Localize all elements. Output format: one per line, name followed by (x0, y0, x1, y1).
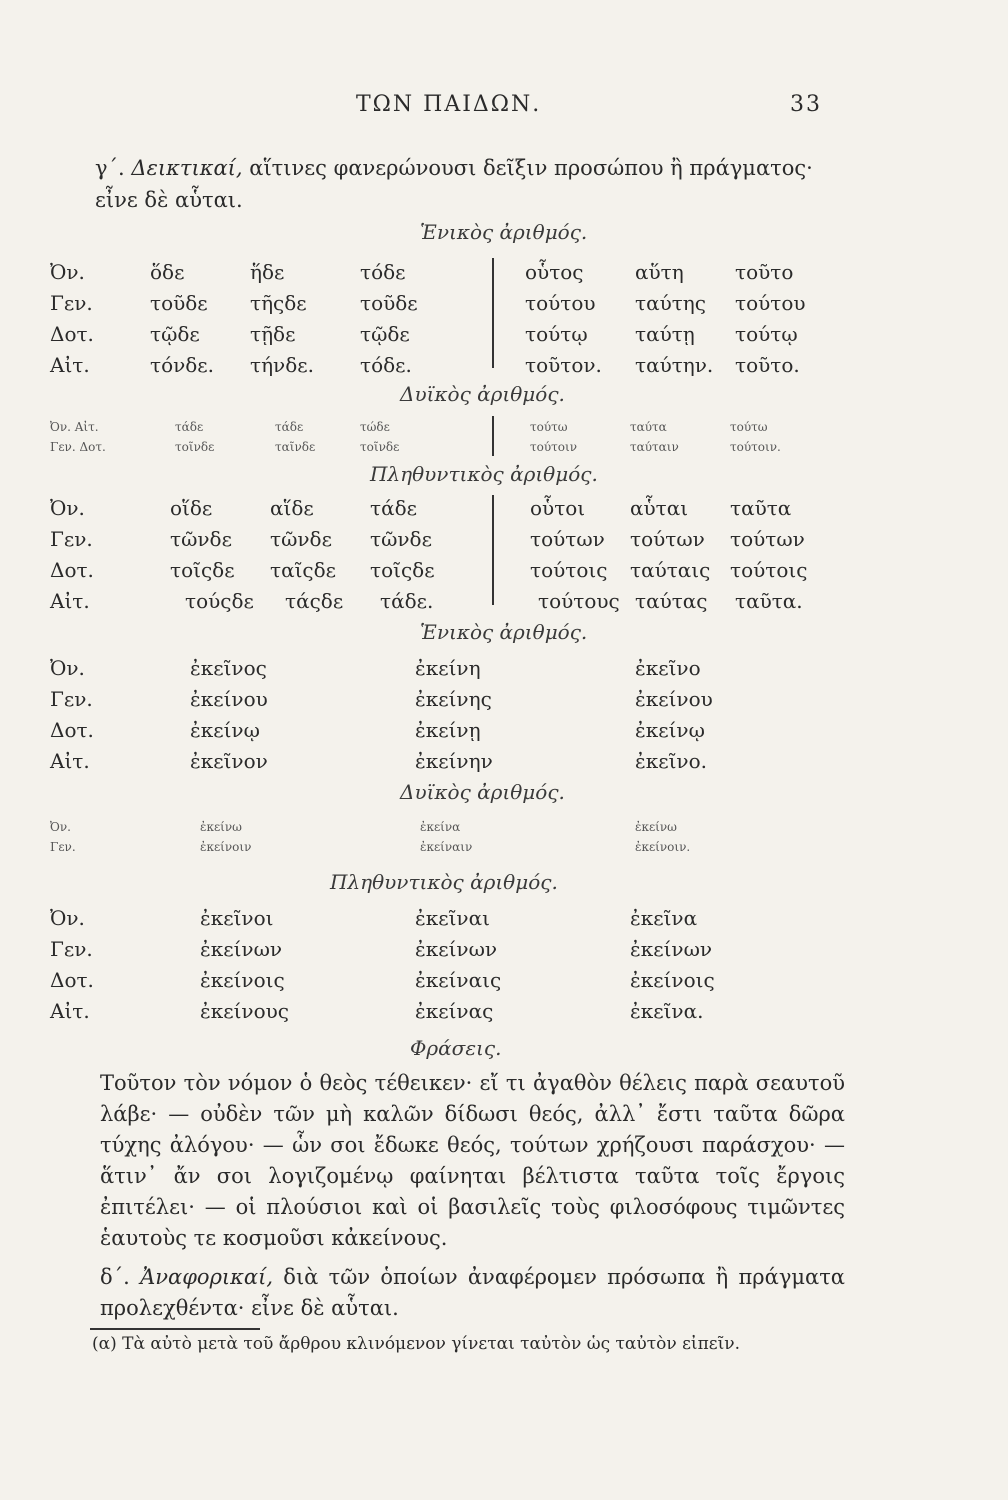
table-cell: ἐκείνοις (200, 968, 285, 992)
table-cell: ταύτῃ (635, 322, 695, 346)
table-cell: ἐκείνω (635, 820, 677, 834)
table-cell: ἐκείναιν (420, 840, 473, 854)
table-cell: τοῦτο. (735, 353, 800, 377)
table-cell: τόδε (360, 260, 406, 284)
table-cell: τώδε (360, 420, 390, 434)
table-cell: τούτω (730, 420, 768, 434)
table-cell: τούτων (730, 527, 805, 551)
delta-text: διὰ τῶν ὁποίων ἀναφέρομεν πρόσωπα ἢ πράγματα προλεχθέντα· εἶνε δὲ αὗται. (100, 1265, 845, 1320)
table-cell: Δοτ. (50, 718, 94, 742)
table-cell: οὗτοι (530, 496, 586, 520)
table-cell: Αἰτ. (50, 589, 90, 613)
table-cell: Γεν. (50, 527, 93, 551)
table-cell: ταύτας (635, 589, 708, 613)
table-cell: τῶνδε (270, 527, 332, 551)
table-cell: Ὀν. (50, 820, 71, 834)
table-cell: τοῦδε (150, 291, 208, 315)
table-cell: ἐκείνων (630, 937, 713, 961)
table-cell: ἐκείνης (415, 687, 492, 711)
table-cell: ἥδε (250, 260, 285, 284)
table-cell: τάδε (175, 420, 204, 434)
table-cell: ἐκείνῃ (415, 718, 481, 742)
table-cell: ἐκείνῳ (190, 718, 260, 742)
table-cell: ὅδε (150, 260, 185, 284)
phrases-paragraph: Τοῦτον τὸν νόμον ὁ θεὸς τέθεικεν· εἴ τι ἀγαθὸν θέλεις παρὰ σεαυτοῦ λάβε· — οὐδὲν τῶν μὴ καλῶν δίδωσι θεός, ἀλλ᾽ ἔστι ταῦτα δῶρα τύχης ἀλόγου· — ὧν σοι ἔδωκε θεός, τούτων χρήζουσι παράσχου· — ἅτιν᾽ ἄν σοι λογιζομένῳ φαίνηται βέλτιστα ταῦτα τοῖς ἔργοις ἐπιτέλει· — οἱ πλούσιοι καὶ οἱ βασιλεῖς τοὺς φιλοσόφους τιμῶντες ἑαυτοὺς τε κοσμοῦσι κἀκείνους. (100, 1071, 845, 1250)
section-heading: Πληθυντικὸς ἀριθμός. (330, 870, 558, 894)
table-cell: ἐκείνων (200, 937, 283, 961)
table-cell: ἐκείνοιν. (635, 840, 691, 854)
table-cell: τῷδε (360, 322, 410, 346)
table-cell: ταῦτα (730, 496, 792, 520)
table-cell: Γεν. (50, 687, 93, 711)
table-cell: ἐκεῖνο. (635, 749, 707, 773)
table-cell: Γεν. (50, 291, 93, 315)
table-cell: Δοτ. (50, 558, 94, 582)
table-cell: ἐκείνας (415, 999, 494, 1023)
table-cell: ταύτα (630, 420, 667, 434)
column-divider (492, 416, 494, 456)
table-cell: τόδε. (360, 353, 412, 377)
section-heading: Ἑνικὸς ἀριθμός. (420, 620, 588, 644)
table-cell: ἐκείνων (415, 937, 498, 961)
table-cell: τούτου (735, 291, 806, 315)
table-cell: τῆςδε (250, 291, 307, 315)
table-cell: τοῖνδε (360, 440, 400, 454)
footnote-rule (90, 1328, 260, 1330)
table-cell: Γεν. (50, 937, 93, 961)
table-cell: τούςδε (185, 589, 254, 613)
section-heading: Δυϊκὸς ἀριθμός. (400, 382, 565, 406)
table-cell: ἐκείνη (415, 656, 481, 680)
table-cell: ἐκείνοις (630, 968, 715, 992)
table-cell: ταῦτα. (735, 589, 803, 613)
table-cell: ἐκείνα (420, 820, 461, 834)
section-heading: Πληθυντικὸς ἀριθμός. (370, 462, 598, 486)
table-cell: τοῖςδε (170, 558, 235, 582)
table-cell: ταύταιν (630, 440, 679, 454)
delta-heading: Ἀναφορικαί, (140, 1265, 274, 1289)
table-cell: τούτους (538, 589, 620, 613)
table-cell: ἐκεῖνα (630, 906, 698, 930)
table-cell: αὕτη (635, 260, 684, 284)
table-cell: τοῖνδε (175, 440, 215, 454)
table-cell: ἐκεῖνοι (200, 906, 274, 930)
table-cell: ταύταις (630, 558, 711, 582)
table-cell: Αἰτ. (50, 353, 90, 377)
section-heading: Δυϊκὸς ἀριθμός. (400, 780, 565, 804)
table-cell: ἐκείνοιν (200, 840, 252, 854)
table-cell: ταῖςδε (270, 558, 337, 582)
table-cell: τούτοις (730, 558, 808, 582)
table-cell: ἐκείνου (635, 687, 713, 711)
table-cell: ἐκεῖνος (190, 656, 267, 680)
phrases-heading: Φράσεις. (410, 1036, 502, 1060)
intro-label: γ΄. (95, 156, 125, 180)
table-cell: ταύτης (635, 291, 706, 315)
table-cell: Ὀν. (50, 656, 85, 680)
table-cell: ἐκείνω (200, 820, 242, 834)
table-cell: τῶνδε (170, 527, 232, 551)
table-cell: αἵδε (270, 496, 314, 520)
table-cell: τοῦτο (735, 260, 794, 284)
table-cell: Γεν. Δοτ. (50, 440, 106, 454)
table-cell: ἐκεῖνο (635, 656, 701, 680)
table-cell: τούτων (630, 527, 705, 551)
table-cell: Ὀν. (50, 496, 85, 520)
table-cell: ἐκείνην (415, 749, 493, 773)
running-title: ΤΩΝ ΠΑΙΔΩΝ. (356, 92, 542, 117)
table-cell: αὗται (630, 496, 689, 520)
intro-paragraph (95, 152, 855, 216)
table-cell: τούτοιν (530, 440, 578, 454)
table-cell: τούτῳ (525, 322, 588, 346)
column-divider (492, 258, 494, 368)
table-cell: Ὀν. Αἰτ. (50, 420, 99, 434)
table-cell: ταύτην. (635, 353, 714, 377)
table-cell: οὗτος (525, 260, 584, 284)
table-cell: ἐκείνου (190, 687, 268, 711)
table-cell: τούτοιν. (730, 440, 781, 454)
intro-heading: Δεικτικαί, (131, 156, 243, 180)
table-cell: ἐκεῖνα. (630, 999, 704, 1023)
table-cell: τούτω (530, 420, 568, 434)
table-cell: τόνδε. (150, 353, 215, 377)
delta-label: δ΄. (100, 1265, 130, 1289)
table-cell: Αἰτ. (50, 999, 90, 1023)
table-cell: τῇδε (250, 322, 296, 346)
table-cell: τούτοις (530, 558, 608, 582)
table-cell: ἐκείναις (415, 968, 502, 992)
table-cell: τοῖςδε (370, 558, 435, 582)
table-cell: τάδε (370, 496, 417, 520)
table-cell: Γεν. (50, 840, 76, 854)
table-cell: τάδε (275, 420, 304, 434)
table-cell: Δοτ. (50, 968, 94, 992)
table-cell: τάδε. (380, 589, 434, 613)
table-cell: τήνδε. (250, 353, 314, 377)
table-cell: ἐκείνους (200, 999, 289, 1023)
table-cell: οἵδε (170, 496, 213, 520)
section-heading: Ἑνικὸς ἀριθμός. (420, 220, 588, 244)
table-cell: τούτων (530, 527, 605, 551)
table-cell: ταῖνδε (275, 440, 316, 454)
table-cell: τῷδε (150, 322, 200, 346)
table-cell: τούτῳ (735, 322, 798, 346)
table-cell: τοῦτον. (525, 353, 602, 377)
table-cell: τάςδε (285, 589, 344, 613)
footnote: (α) Τὰ αὐτὸ μετὰ τοῦ ἄρθρου κλινόμενον γίνεται ταὐτὸν ὡς ταὐτὸν εἰπεῖν. (92, 1334, 740, 1354)
table-cell: ἐκείνῳ (635, 718, 705, 742)
table-cell: τοῦδε (360, 291, 418, 315)
table-cell: ἐκεῖνον (190, 749, 268, 773)
table-cell: ἐκεῖναι (415, 906, 490, 930)
intro-text: αἵτινες φανερώνουσι δεῖξιν προσώπου ἢ πράγματος· εἶνε δὲ αὗται. (95, 156, 813, 212)
table-cell: Ὀν. (50, 260, 85, 284)
table-cell: τῶνδε (370, 527, 432, 551)
table-cell: Αἰτ. (50, 749, 90, 773)
column-divider (492, 495, 494, 605)
table-cell: Ὀν. (50, 906, 85, 930)
table-cell: τούτου (525, 291, 596, 315)
table-cell: Δοτ. (50, 322, 94, 346)
page-number: 33 (790, 92, 822, 117)
delta-paragraph (100, 1262, 845, 1324)
